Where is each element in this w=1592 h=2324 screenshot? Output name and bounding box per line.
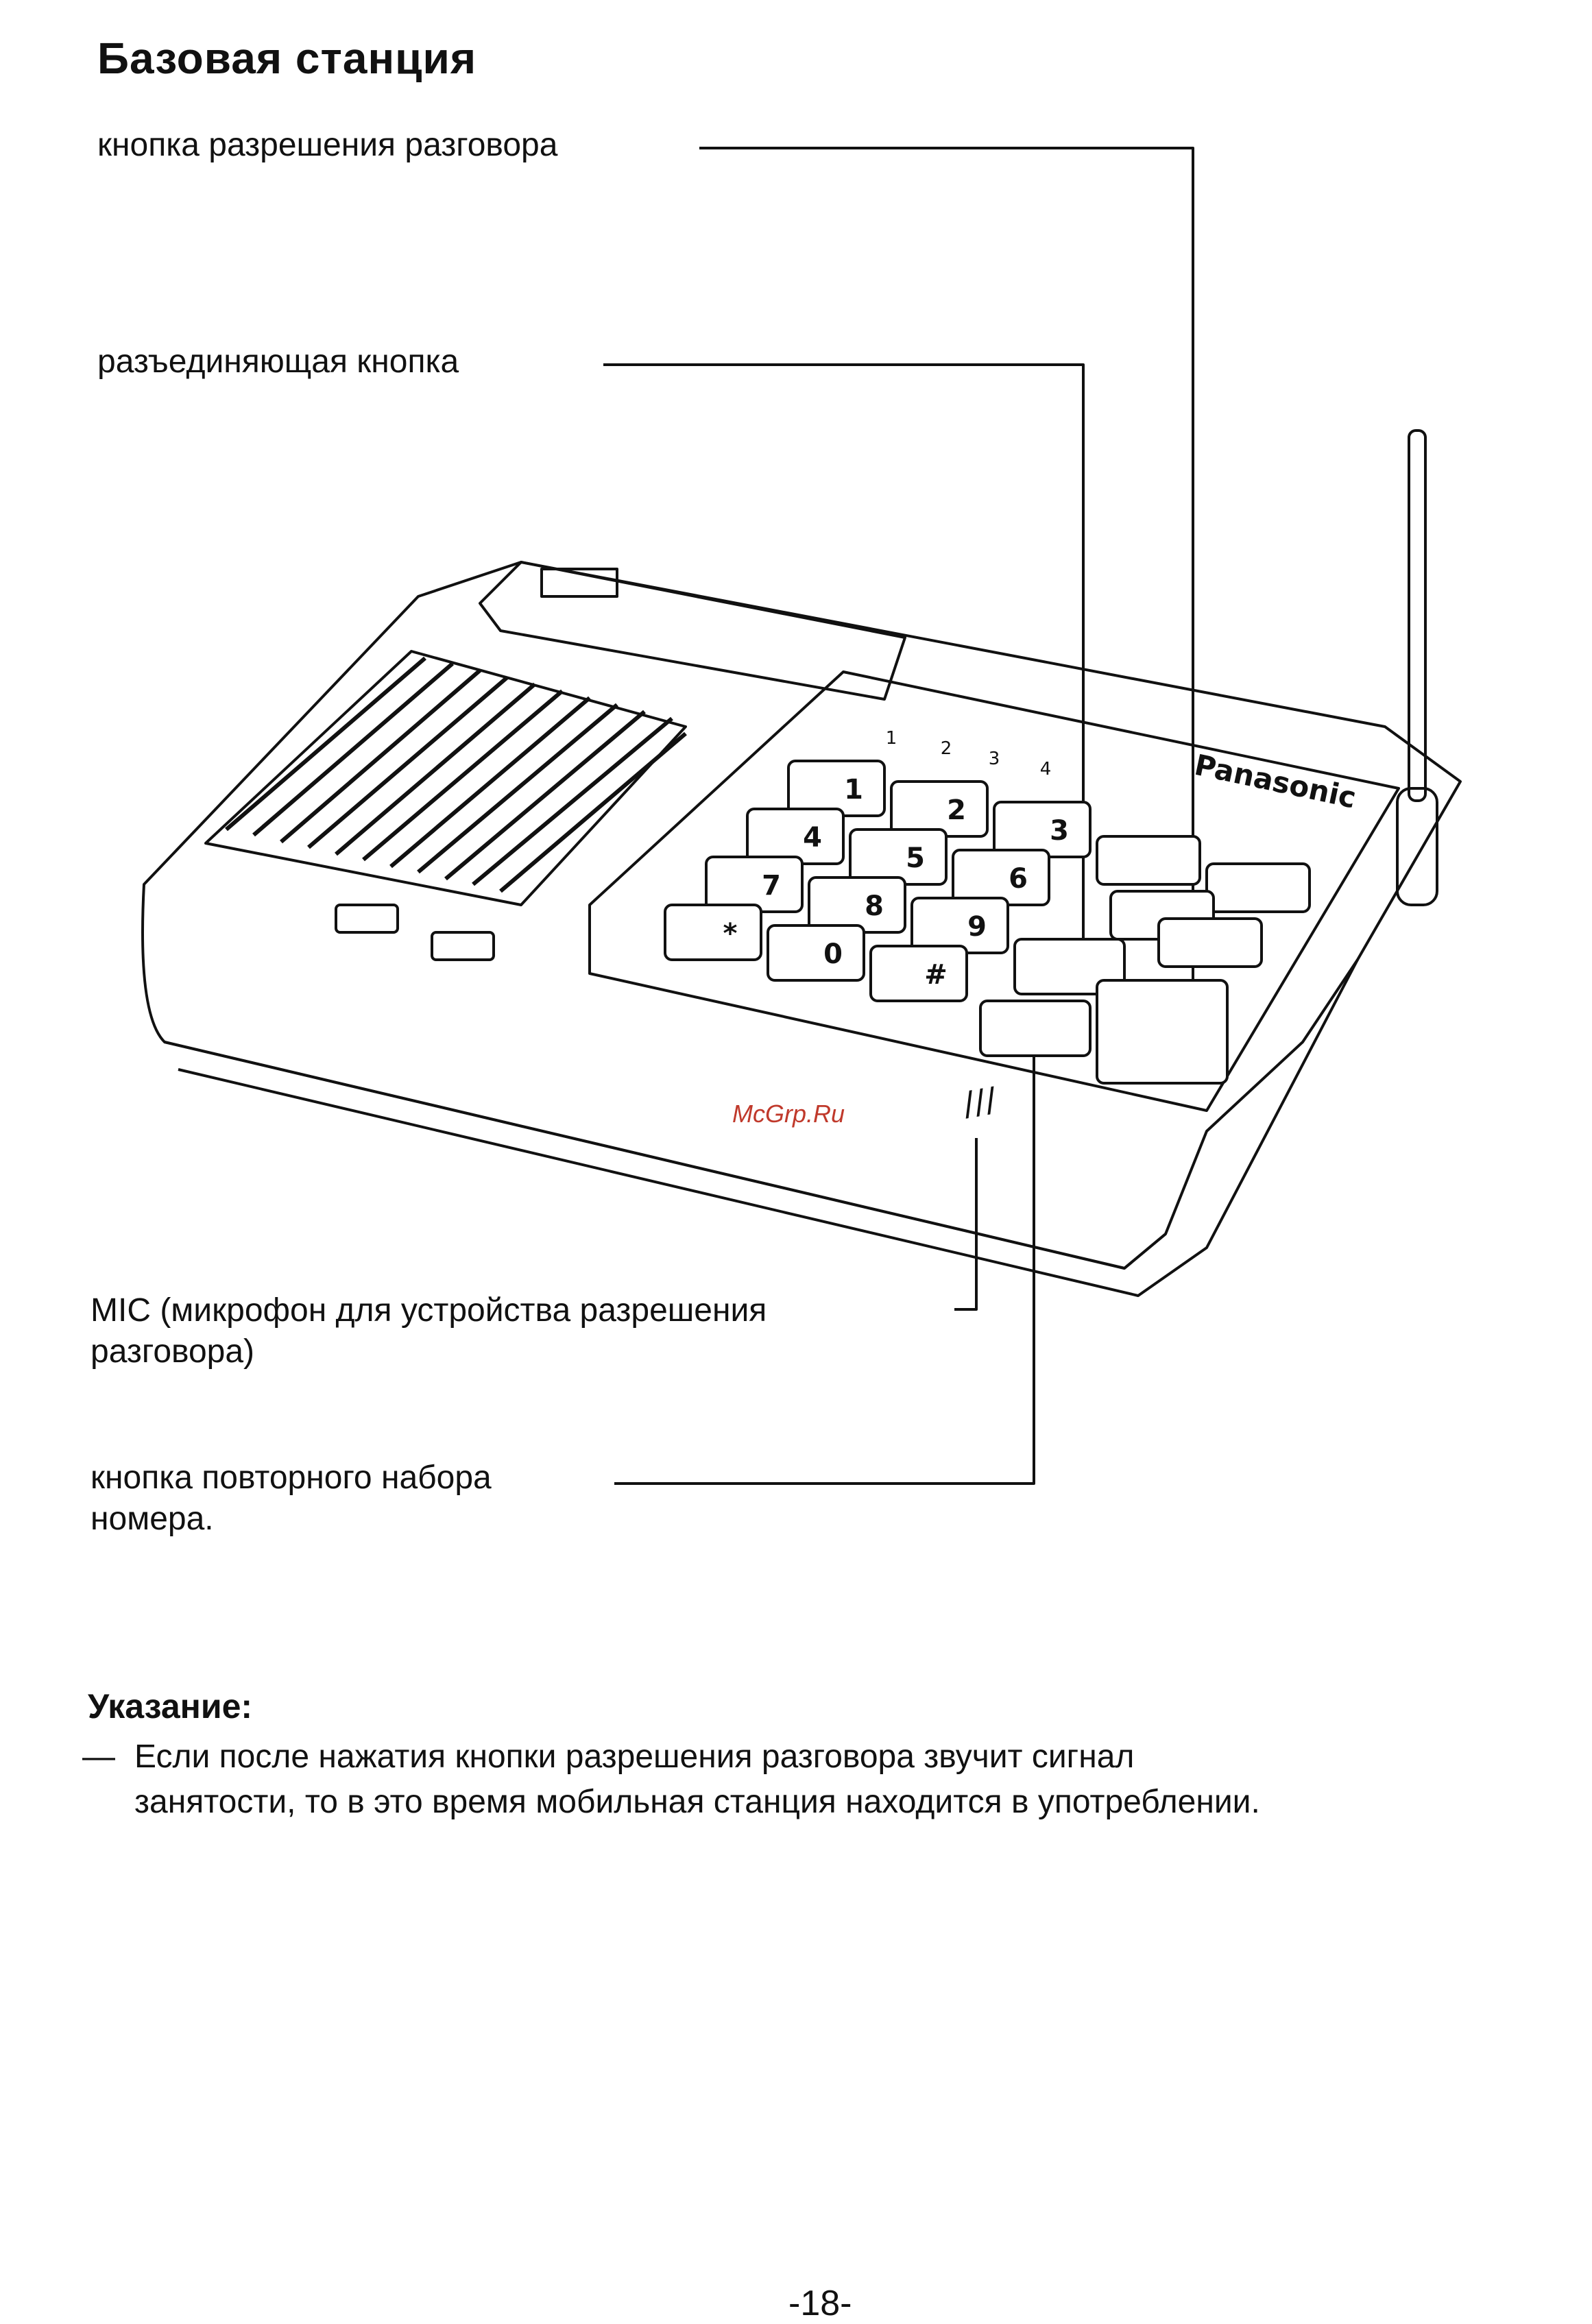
disconnect-button-callout: разъединяющая кнопка	[97, 343, 459, 380]
antenna-base	[1397, 788, 1437, 905]
key-7-label: 7	[762, 870, 781, 901]
redial-button	[980, 1001, 1090, 1056]
watermark: McGrp.Ru	[732, 1100, 845, 1128]
key-5-label: 5	[906, 843, 925, 874]
note-heading: Указание:	[88, 1687, 253, 1726]
note-line1: Если после нажатия кнопки разрешения разговора звучит сигнал	[134, 1739, 1135, 1775]
channel-mark-3: 3	[988, 749, 1000, 769]
key-3-label: 3	[1050, 815, 1069, 847]
intercom-button-callout: кнопка разрешения разговора	[97, 127, 558, 163]
mic-leader-line	[954, 1138, 976, 1309]
page-title: Базовая станция	[97, 34, 477, 83]
key-0-label: 0	[823, 939, 843, 970]
volume-down-button	[336, 905, 398, 932]
volume-up-button	[432, 932, 494, 960]
key-star-label: *	[723, 918, 738, 949]
note-body	[82, 1734, 1536, 1825]
channel-mark-1: 1	[885, 728, 897, 749]
brand-logo: Panasonic	[1192, 747, 1360, 815]
redial-callout-line2: номера.	[91, 1501, 214, 1537]
key-0	[768, 925, 864, 980]
mic-callout-line2: разговора)	[91, 1333, 255, 1370]
redial-callout-line1: кнопка повторного набора	[91, 1460, 492, 1496]
function-key-d	[1159, 919, 1262, 967]
key-hash-label: #	[924, 959, 948, 991]
key-8-label: 8	[865, 891, 884, 922]
note-dash: —	[82, 1739, 115, 1775]
key-hash	[871, 946, 967, 1001]
note-line2: занятости, то в это время мобильная станция находится в употреблении.	[134, 1784, 1260, 1820]
key-star	[665, 905, 761, 960]
speaker-grille	[206, 651, 686, 905]
channel-mark-4: 4	[1039, 759, 1052, 779]
mic-mark: ///	[960, 1080, 1000, 1124]
mic-callout-line1: MIC (микрофон для устройства разрешения	[91, 1292, 767, 1329]
base-front-edge	[165, 1042, 1166, 1268]
function-key-b	[1207, 864, 1310, 912]
key-9-label: 9	[967, 911, 987, 943]
key-1-label: 1	[844, 774, 863, 806]
key-4-label: 4	[803, 822, 822, 854]
channel-mark-2: 2	[940, 738, 952, 759]
page-number: -18-	[788, 2284, 852, 2323]
handset-cradle	[480, 562, 905, 699]
function-key-a	[1097, 836, 1200, 884]
key-6-label: 6	[1009, 863, 1028, 895]
key-2-label: 2	[947, 795, 966, 826]
intercom-button	[1097, 980, 1227, 1083]
